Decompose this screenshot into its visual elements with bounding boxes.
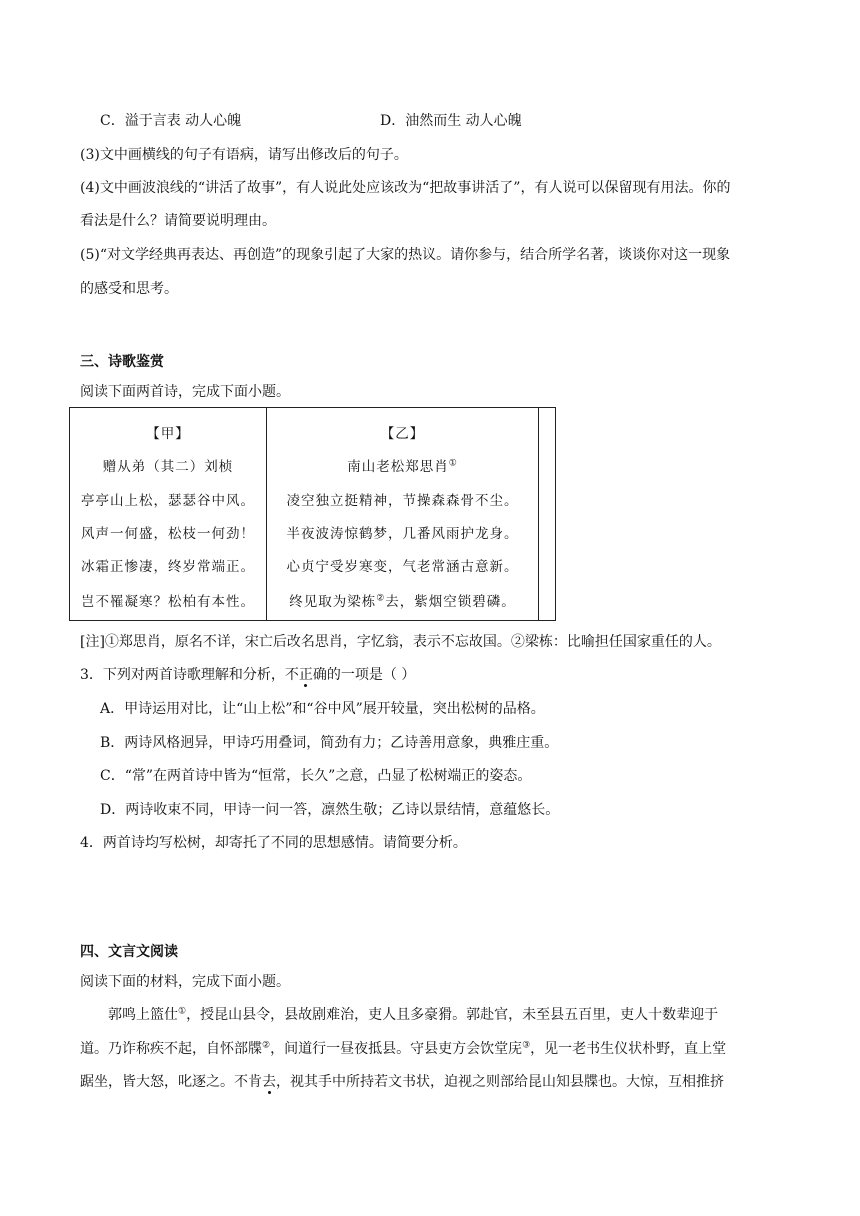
question-3-text: (3)文中画横线的句子有语病，请写出修改后的句子。 <box>80 147 408 163</box>
question-5-line1: (5)“对文学经典再表达、再创造”的现象引起了大家的热议。请你参与，结合所学名著，谈谈你对这一现象 <box>80 247 731 263</box>
question-3-option-d: D．两诗收束不同，甲诗一问一答，凛然生敬；乙诗以景结情，意蕴悠长。 <box>100 802 560 818</box>
poem-b-title: 南山老松郑思肖① <box>347 458 458 475</box>
poem-table <box>69 407 556 621</box>
poem-b-line-4: 终见取为梁栋②去，紫烟空锁碧磷。 <box>289 593 516 610</box>
poem-b-line-2: 半夜波涛惊鹤梦，几番风雨护龙身。 <box>286 526 519 542</box>
poem-a-line-2: 风声一何盛，松枝一何劲！ <box>81 526 255 542</box>
section-3-intro: 阅读下面两首诗，完成下面小题。 <box>80 384 290 400</box>
section-3-heading: 三、诗歌鉴赏 <box>80 354 164 370</box>
emphasis-text: 去 <box>262 1074 276 1090</box>
option-d: D．油然而生 动人心魄 <box>380 113 522 129</box>
question-3-option-b: B．两诗风格迥异，甲诗巧用叠词，简劲有力；乙诗善用意象，典雅庄重。 <box>100 735 559 751</box>
section-4-intro: 阅读下面的材料，完成下面小题。 <box>80 974 290 990</box>
passage-line-1: 郭鸣上篮仕①，授昆山县令，县故剧难治，吏人且多豪猾。郭赴官，未至县五百里，吏人十数辈迎于 <box>108 1006 719 1023</box>
poem-a <box>70 408 267 620</box>
question-5-line2: 的感受和思考。 <box>80 281 178 297</box>
question-3-option-c: C．“常”在两首诗中皆为“恒常，长久”之意，凸显了松树端正的姿态。 <box>100 768 532 784</box>
poem-b-line-3: 心贞宁受岁寒变，气老常涵古意新。 <box>286 559 519 575</box>
option-c: C．溢于言表 动人心魄 <box>100 113 242 129</box>
poem-table-empty-column <box>539 408 555 620</box>
poem-a-line-3: 冰霜正惨凄，终岁常端正。 <box>81 559 255 575</box>
passage-line-2: 道。乃诈称疾不起，自怀部牒②，间道行一昼夜抵县。守县吏方会饮堂庑③，见一老书生仪状朴野，直上堂 <box>80 1040 727 1057</box>
poem-b-line-1: 凌空独立挺精神，节操森森骨不尘。 <box>286 493 519 509</box>
poem-a-line-4: 岂不罹凝寒？松柏有本性。 <box>81 594 255 610</box>
question-4-line1: (4)文中画波浪线的“讲活了故事”，有人说此处应该改为“把故事讲活了”，有人说可以保留现有用法。你的 <box>80 180 731 196</box>
poem-a-title: 赠从弟（其二）刘桢 <box>102 459 234 475</box>
poem-a-label: 【甲】 <box>146 426 190 442</box>
question-3-option-a: A．甲诗运用对比，让“山上松”和“谷中风”展开较量，突出松树的品格。 <box>100 701 545 717</box>
question-3-stem: 3．下列对两首诗歌理解和分析，不正确的一项是（ ） <box>80 667 416 683</box>
passage-line-3: 踞坐，皆大怒，叱逐之。不肯去，视其手中所持若文书状，迫视之则部给昆山知县牒也。大惊，互相推挤 <box>80 1074 724 1090</box>
poem-b-label: 【乙】 <box>380 426 425 442</box>
poem-b <box>267 408 539 620</box>
poem-a-line-1: 亭亭山上松，瑟瑟谷中风。 <box>81 493 255 509</box>
question-4: 4．两首诗均写松树，却寄托了不同的思想感情。请简要分析。 <box>80 835 467 851</box>
poem-note: [注]①郑思肖，原名不详，宋亡后改名思肖，字忆翁，表示不忘故国。②梁栋：比喻担任国家重任的人。 <box>80 634 721 650</box>
question-4-line2: 看法是什么？请简要说明理由。 <box>80 213 276 229</box>
emphasis-text: 不正确 <box>284 667 327 683</box>
section-4-heading: 四、文言文阅读 <box>80 944 178 960</box>
